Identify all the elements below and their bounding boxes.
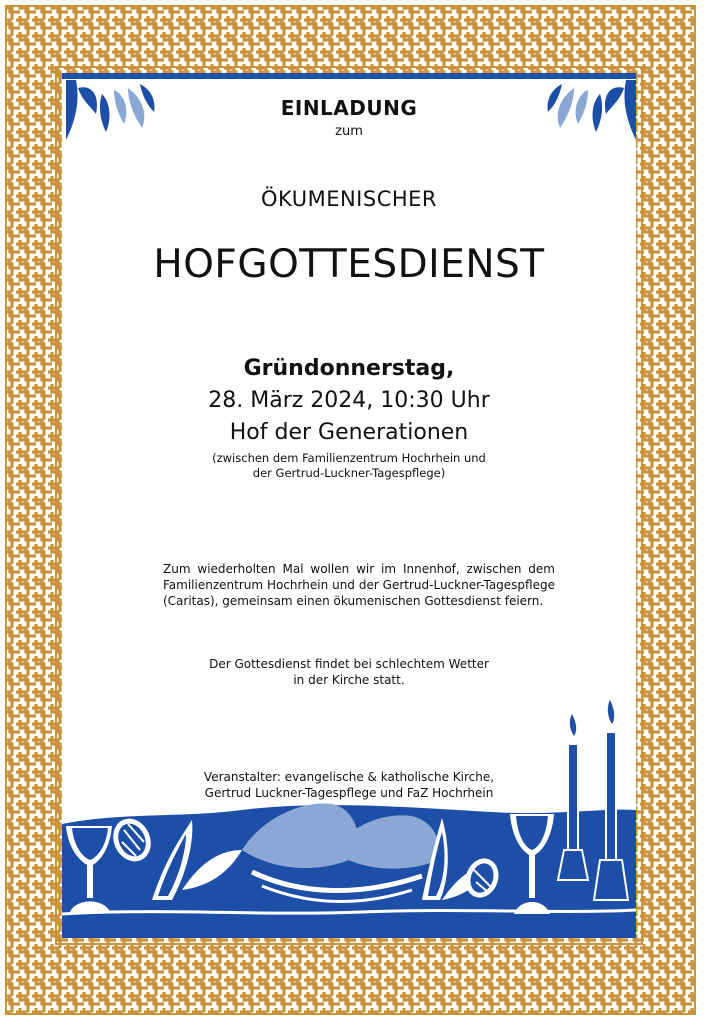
candle-icon [558,714,588,880]
organizer-line: Veranstalter: evangelische & katholische Kirche, [203,770,495,784]
weather-note-line: Der Gottesdienst findet bei schlechtem Wetter [209,657,489,671]
organizer-line: Gertrud Luckner-Tagespflege und FaZ Hochrhein [204,786,494,800]
body-paragraph: Zum wiederholten Mal wollen wir im Innenhof, zwischen dem Familienzentrum Hochrhein und der Gertrud-Luckner-Tagespflege (Caritas), gemeinsam einen ökumenischen Gottesdienst feiern. [163,562,555,608]
invitation-heading: EINLADUNG [280,96,418,120]
event-title: HOFGOTTESDIENST [153,242,545,287]
invitation-sub: zum [335,124,363,139]
event-date-time: 28. März 2024, 10:30 Uhr [208,388,490,413]
table-illustration [62,700,636,938]
weather-note-line: in der Kirche statt. [293,673,405,687]
location-note-line: der Gertrud-Luckner-Tagespflege) [252,466,446,480]
candle-icon [594,700,628,900]
top-blue-rule [62,73,636,79]
event-location: Hof der Generationen [229,420,469,445]
weather-note [62,656,636,688]
event-subtitle: ÖKUMENISCHER [260,187,438,211]
location-note [62,451,636,481]
location-note-line: (zwischen dem Familienzentrum Hochrhein und [212,451,486,465]
event-day: Gründonnerstag, [243,356,455,381]
